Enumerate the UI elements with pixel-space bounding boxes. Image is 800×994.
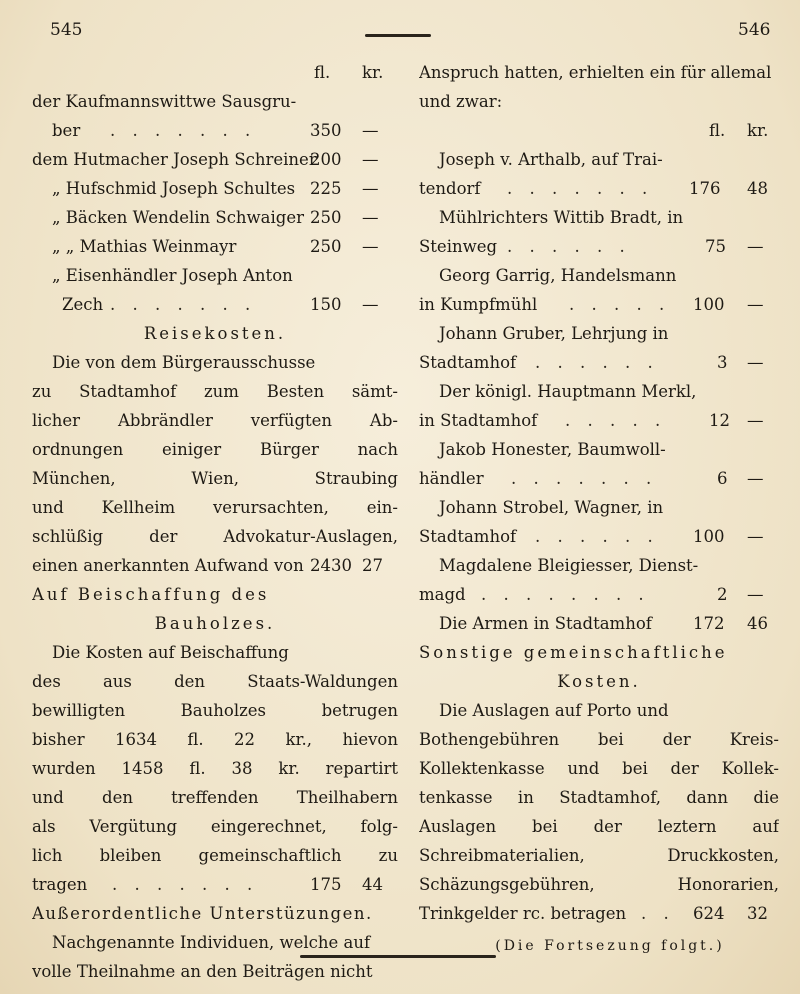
entry-label: dem Hutmacher Joseph Schreiner (32, 150, 317, 169)
amount-fl: 624 (693, 904, 725, 923)
text-line: Kollektenkasse und bei der Kollek- (419, 759, 779, 778)
amount-fl: 175 (310, 875, 342, 894)
text-line: Mühlrichters Wittib Bradt, in (439, 208, 684, 227)
entry-label: Trinkgelder rc. betragen (419, 904, 627, 923)
text-line: des aus den Staats-Waldungen (32, 672, 398, 691)
text-line: Bothengebühren bei der Kreis- (419, 730, 779, 749)
text-line: Magdalene Bleigiesser, Dienst- (439, 556, 699, 575)
right-column (419, 58, 779, 928)
text-line: „ Eisenhändler Joseph Anton (52, 266, 293, 285)
amount-kr: — (362, 208, 379, 227)
entry-line (419, 609, 779, 638)
amount-fl: 6 (717, 469, 728, 488)
section-heading: Reisekosten. (143, 324, 287, 343)
amount-fl: 2 (717, 585, 728, 604)
entry-label: ber (52, 121, 81, 140)
dot-leader: . . . . . . . (110, 295, 257, 314)
entry-label: Stadtamhof (419, 527, 517, 546)
amount-kr: — (362, 179, 379, 198)
entry-line (32, 174, 398, 203)
entry-label: magd (419, 585, 466, 604)
header-rule (365, 34, 431, 37)
fl-header: fl. (314, 63, 331, 82)
dot-leader: . . . . . . . . (481, 585, 650, 604)
entry-line (32, 145, 398, 174)
left-column (32, 58, 398, 986)
amount-kr: 48 (747, 179, 768, 198)
amount-kr: — (747, 411, 764, 430)
amount-kr: — (362, 237, 379, 256)
amount-fl: 350 (310, 121, 342, 140)
text-line: Nachgenannte Individuen, welche auf (52, 933, 371, 952)
entry-line (419, 406, 779, 435)
text-line: licher Abbrändler verfügten Ab- (32, 411, 398, 430)
amount-kr: — (747, 237, 764, 256)
text-line: Georg Garrig, Handelsmann (439, 266, 677, 285)
entry-line (32, 116, 398, 145)
entry-line (419, 290, 779, 319)
amount-fl: 150 (310, 295, 342, 314)
amount-kr: 27 (362, 556, 383, 575)
text-line: Die Kosten auf Beischaffung (52, 643, 289, 662)
entry-label: „ „ Mathias Weinmayr (52, 237, 237, 256)
amount-fl: 100 (693, 295, 725, 314)
entry-line (419, 174, 779, 203)
entry-line (32, 551, 398, 580)
page-number-right: 546 (738, 20, 771, 40)
amount-fl: 100 (693, 527, 725, 546)
amount-fl: 250 (310, 237, 342, 256)
dot-leader: . . . . . (569, 295, 671, 314)
text-line: der Kaufmannswittwe Sausgru- (32, 92, 297, 111)
dot-leader: . . . . . . . (511, 469, 658, 488)
text-line: Jakob Honester, Baumwoll- (439, 440, 666, 459)
text-line: bisher 1634 fl. 22 kr., hievon (32, 730, 398, 749)
text-line: wurden 1458 fl. 38 kr. repartirt (32, 759, 398, 778)
text-line: Anspruch hatten, erhielten ein für allemal (419, 63, 772, 82)
kr-header: kr. (362, 63, 384, 82)
amount-kr: — (747, 585, 764, 604)
entry-label: „ Hufschmid Joseph Schultes (52, 179, 296, 198)
entry-label: einen anerkannten Aufwand von (32, 556, 304, 575)
amount-kr: — (362, 121, 379, 140)
entry-line (419, 232, 779, 261)
footer-rule (300, 955, 496, 958)
entry-line (419, 464, 779, 493)
continuation-note: (Die Fortsezung folgt.) (495, 938, 725, 954)
column-header (32, 58, 398, 87)
dot-leader: . . . . . . (507, 237, 631, 256)
amount-fl: 172 (693, 614, 725, 633)
section-heading: Sonstige gemeinschaftliche (419, 643, 728, 662)
entry-label: Zech (62, 295, 104, 314)
text-line: und zwar: (419, 92, 503, 111)
amount-kr: 32 (747, 904, 768, 923)
entry-line (419, 899, 779, 928)
text-line: Schäzungsgebühren, Honorarien, (419, 875, 779, 894)
section-heading: Kosten. (557, 672, 641, 691)
text-line: schlüßig der Advokatur-Auslagen, (32, 527, 398, 546)
amount-fl: 176 (689, 179, 721, 198)
entry-label: händler (419, 469, 484, 488)
amount-fl: 200 (310, 150, 342, 169)
column-header (419, 116, 779, 145)
amount-kr: — (362, 150, 379, 169)
amount-kr: — (747, 469, 764, 488)
amount-kr: 44 (362, 875, 383, 894)
text-line: Joseph v. Arthalb, auf Trai- (439, 150, 663, 169)
entry-label: Die Armen in Stadtamhof (439, 614, 652, 633)
amount-fl: 3 (717, 353, 728, 372)
text-line: Schreibmaterialien, Druckkosten, (419, 846, 779, 865)
entry-label: tendorf (419, 179, 481, 198)
text-line: lich bleiben gemeinschaftlich zu (32, 846, 398, 865)
kr-header: kr. (747, 121, 769, 140)
text-line: tenkasse in Stadtamhof, dann die (419, 788, 779, 807)
amount-kr: — (747, 295, 764, 314)
text-line: und Kellheim verursachten, ein- (32, 498, 398, 517)
fl-header: fl. (709, 121, 726, 140)
entry-line (32, 870, 398, 899)
dot-leader: . . . . . . . (110, 121, 257, 140)
entry-label: in Stadtamhof (419, 411, 538, 430)
text-line: bewilligten Bauholzes betrugen (32, 701, 398, 720)
dot-leader: . . . . . . . (112, 875, 259, 894)
dot-leader: . . . . . (565, 411, 667, 430)
text-line: Auslagen bei der leztern auf (419, 817, 779, 836)
section-heading: Auf Beischaffung des (32, 585, 270, 604)
entry-label: „ Bäcken Wendelin Schwaiger (52, 208, 305, 227)
text-line: Die von dem Bürgerausschusse (52, 353, 316, 372)
amount-fl: 225 (310, 179, 342, 198)
amount-kr: — (362, 295, 379, 314)
entry-line (32, 290, 398, 319)
dot-leader: . . (641, 904, 675, 923)
amount-fl: 2430 (310, 556, 352, 575)
section-heading: Bauholzes. (154, 614, 276, 633)
amount-kr: — (747, 527, 764, 546)
dot-leader: . . . . . . (535, 353, 659, 372)
text-line: Der königl. Hauptmann Merkl, (439, 382, 697, 401)
entry-line (419, 522, 779, 551)
entry-label: tragen (32, 875, 88, 894)
entry-line (419, 580, 779, 609)
text-line: Die Auslagen auf Porto und (439, 701, 669, 720)
text-line: volle Theilnahme an den Beiträgen nicht (32, 962, 373, 981)
entry-line (419, 348, 779, 377)
text-line: zu Stadtamhof zum Besten sämt- (32, 382, 398, 401)
text-line: München, Wien, Straubing (32, 469, 398, 488)
text-line: Johann Gruber, Lehrjung in (439, 324, 669, 343)
section-heading: Außerordentliche Unterstüzungen. (32, 904, 373, 923)
entry-label: Steinweg (419, 237, 498, 256)
dot-leader: . . . . . . (535, 527, 659, 546)
entry-line (32, 232, 398, 261)
text-line: Johann Strobel, Wagner, in (439, 498, 664, 517)
entry-label: Stadtamhof (419, 353, 517, 372)
text-line: ordnungen einiger Bürger nach (32, 440, 398, 459)
text-line: als Vergütung eingerechnet, folg- (32, 817, 398, 836)
entry-label: in Kumpfmühl (419, 295, 538, 314)
text-line: und den treffenden Theilhabern (32, 788, 398, 807)
amount-fl: 12 (709, 411, 730, 430)
amount-kr: 46 (747, 614, 768, 633)
dot-leader: . . . . . . . (507, 179, 654, 198)
amount-kr: — (747, 353, 764, 372)
amount-fl: 250 (310, 208, 342, 227)
entry-line (32, 203, 398, 232)
page-number-left: 545 (50, 20, 83, 40)
amount-fl: 75 (705, 237, 726, 256)
